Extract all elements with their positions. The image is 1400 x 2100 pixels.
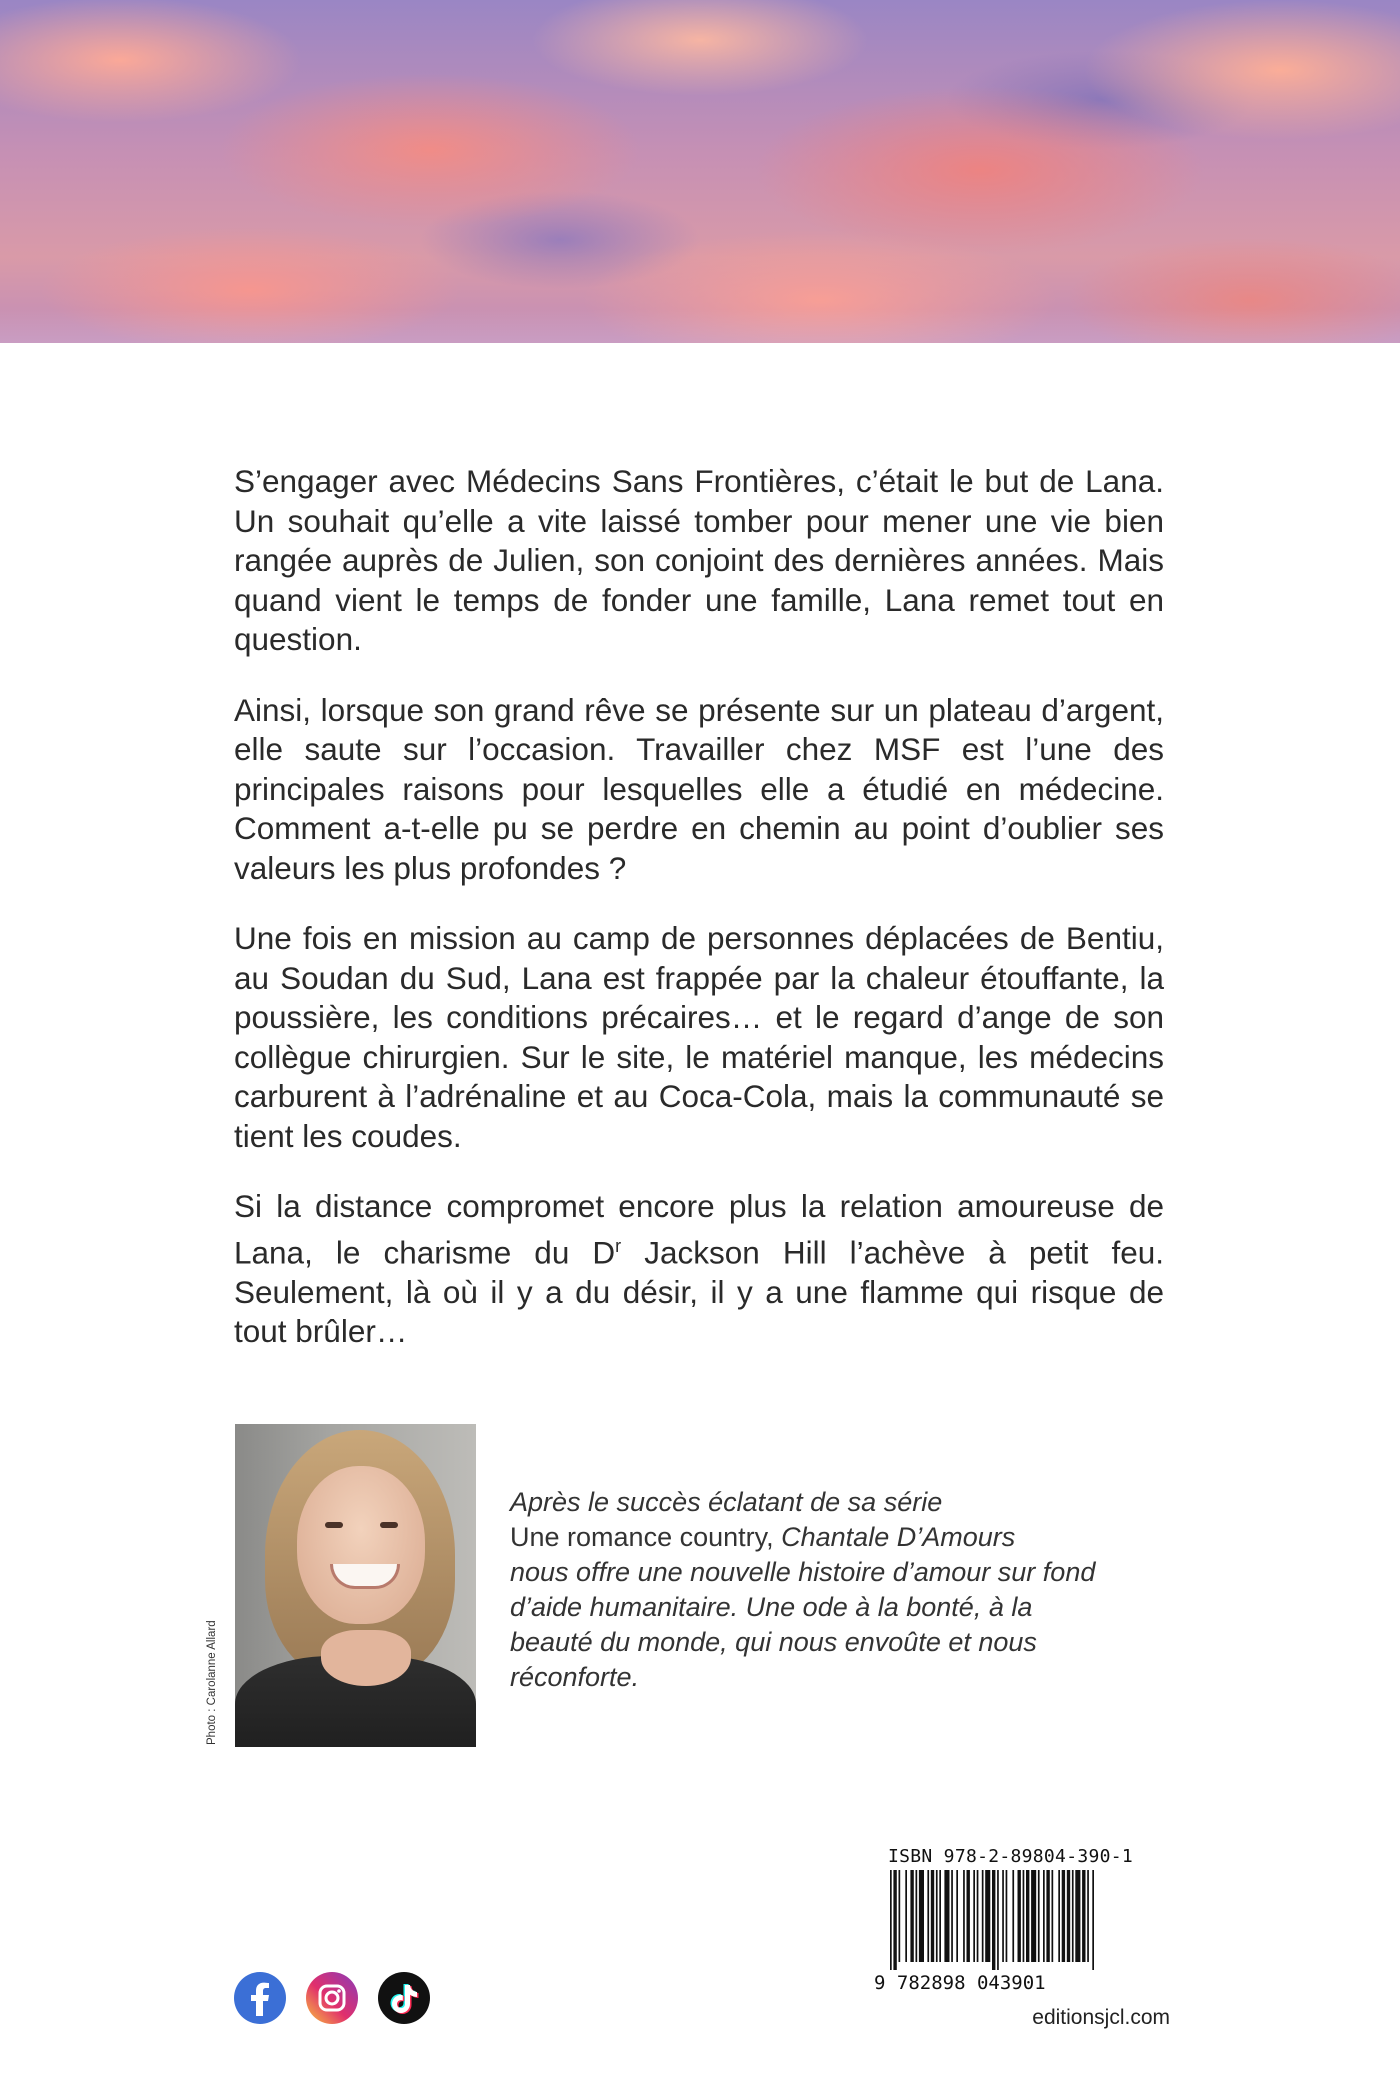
- series-name: Une romance country,: [510, 1522, 774, 1552]
- author-photo: [235, 1424, 476, 1747]
- back-cover-blurb: [234, 462, 1164, 1383]
- blurb-paragraph-2: Ainsi, lorsque son grand rêve se présente sur un plateau d’argent, elle saute sur l’occasion. Travailler chez MSF est l’une des principales raisons pour lesquelles elle a étudié en médecine. Comment a-t-elle pu se perdre en chemin au point d’oublier ses valeurs les plus profondes ?: [234, 691, 1164, 886]
- blurb-paragraph-1: S’engager avec Médecins Sans Frontières, c’était le but de Lana. Un souhait qu’elle a vite laissé tomber pour mener une vie bien rangée auprès de Julien, son conjoint des dernières années. Mais quand vient le temps de fonder une famille, Lana remet tout en question.: [234, 463, 1164, 657]
- facebook-icon[interactable]: [234, 1972, 286, 2024]
- cover-sky-image: [0, 0, 1400, 343]
- isbn-barcode: [888, 1870, 1164, 1970]
- author-blurb-line1: Après le succès éclatant de sa série: [510, 1487, 943, 1517]
- isbn-label: ISBN 978-2-89804-390-1: [888, 1846, 1134, 1867]
- blurb-p4-start: Si la distance compromet encore plus la relation amoureuse de Lana, le charisme du D: [234, 1188, 1164, 1270]
- blurb-p4-superscript: r: [615, 1235, 622, 1256]
- author-blurb-rest: nous offre une nouvelle histoire d’amour sur fond d’aide humanitaire. Une ode à la bonté, à la beauté du monde, qui nous envoûte et nous réconforte.: [510, 1557, 1096, 1692]
- barcode-digits: 9 782898 043901: [874, 1972, 1046, 1994]
- blurb-paragraph-3: Une fois en mission au camp de personnes déplacées de Bentiu, au Soudan du Sud, Lana est frappée par la chaleur étouffante, la poussière, les conditions précaires… et le regard d’ange de son collègue chirurgien. Sur le site, le matériel manque, les médecins carburent à l’adrénaline et au Coca-Cola, mais la communauté se tient les coudes.: [234, 920, 1164, 1154]
- author-blurb: [510, 1485, 1110, 1695]
- instagram-icon[interactable]: [306, 1972, 358, 2024]
- photo-credit: Photo : Carolanne Allard: [206, 1620, 218, 1745]
- publisher-website[interactable]: editionsjcl.com: [1032, 2006, 1170, 2029]
- tiktok-icon[interactable]: [378, 1972, 430, 2024]
- blurb-paragraph-4: [234, 1187, 1164, 1352]
- blurb-p4-end: Jackson Hill l’achève à petit feu. Seulement, là où il y a du désir, il y a une flamme qui risque de tout brûler…: [234, 1234, 1165, 1349]
- author-name: Chantale D’Amours: [773, 1522, 1016, 1552]
